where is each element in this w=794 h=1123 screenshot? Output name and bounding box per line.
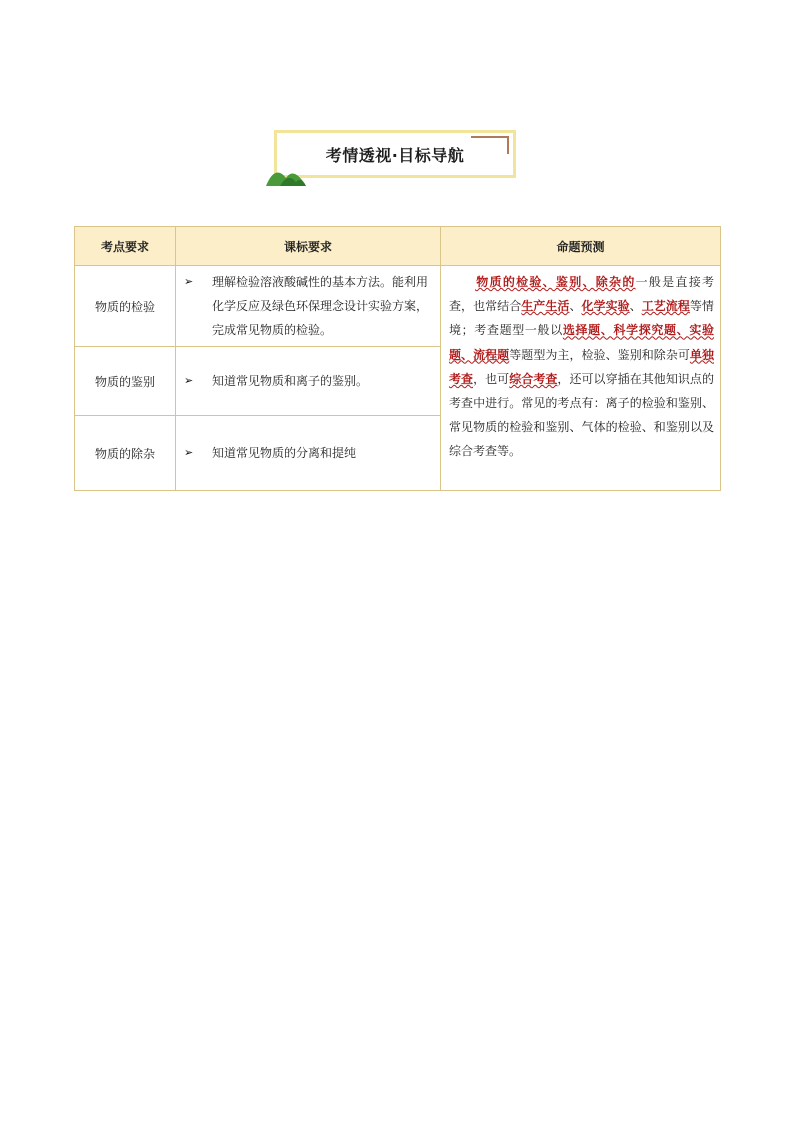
requirement-cell: [176, 266, 441, 347]
header-prediction: 命题预测: [441, 227, 721, 266]
requirement-cell: [176, 347, 441, 416]
topic-cell: 物质的鉴别: [75, 347, 176, 416]
prediction-highlight: 化学实验: [581, 299, 630, 314]
hills-icon: [266, 164, 308, 186]
requirement-text: 知道常见物质的分离和提纯: [212, 446, 357, 460]
topic-cell: 物质的除杂: [75, 416, 176, 491]
prediction-highlight: 物质的检验、鉴别、除杂的: [475, 275, 636, 289]
prediction-text: 一般是直接考查，也常结合: [449, 275, 714, 314]
prediction-highlight: 工艺流程: [641, 299, 690, 314]
requirement-text: 知道常见物质和离子的鉴别。: [212, 374, 369, 388]
prediction-highlight: 综合考查: [509, 371, 558, 386]
section-banner: [266, 128, 524, 188]
prediction-text: ，也可: [473, 371, 510, 386]
header-requirement: 课标要求: [176, 227, 441, 266]
prediction-highlight: 单独考查: [449, 347, 714, 386]
bullet-arrow-icon: ➢: [184, 446, 194, 459]
prediction-text: ，还可以穿插在其他知识点的考查中进行。常见的考点有：离子的检验和鉴别、常见物质的检验和鉴别、气体的检验、和鉴别以及综合考查等。: [449, 371, 714, 459]
bullet-arrow-icon: ➢: [184, 275, 194, 288]
requirement-cell: [176, 416, 441, 491]
prediction-cell: [441, 266, 721, 491]
banner-decoration-line: [471, 136, 509, 138]
table-header-row: [75, 227, 721, 266]
table-row: [75, 266, 721, 347]
topic-cell: 物质的检验: [75, 266, 176, 347]
prediction-text: 、: [629, 299, 642, 314]
prediction-text: 、: [569, 299, 582, 314]
bullet-arrow-icon: ➢: [184, 374, 194, 387]
prediction-text: 等题型为主，检验、鉴别和除杂可: [509, 347, 690, 362]
header-topic: 考点要求: [75, 227, 176, 266]
prediction-highlight: 选择题、科学探究题、实验题、流程题: [449, 323, 714, 362]
exam-analysis-table: [74, 226, 721, 491]
prediction-highlight: 生产生活: [521, 299, 570, 314]
requirement-text: 理解检验溶液酸碱性的基本方法。能利用化学反应及绿色环保理念设计实验方案，完成常见物质的检验。: [212, 275, 429, 337]
prediction-text: 等情境；考查题型一般以: [449, 299, 714, 338]
page-title: 考情透视·目标导航: [325, 146, 465, 165]
